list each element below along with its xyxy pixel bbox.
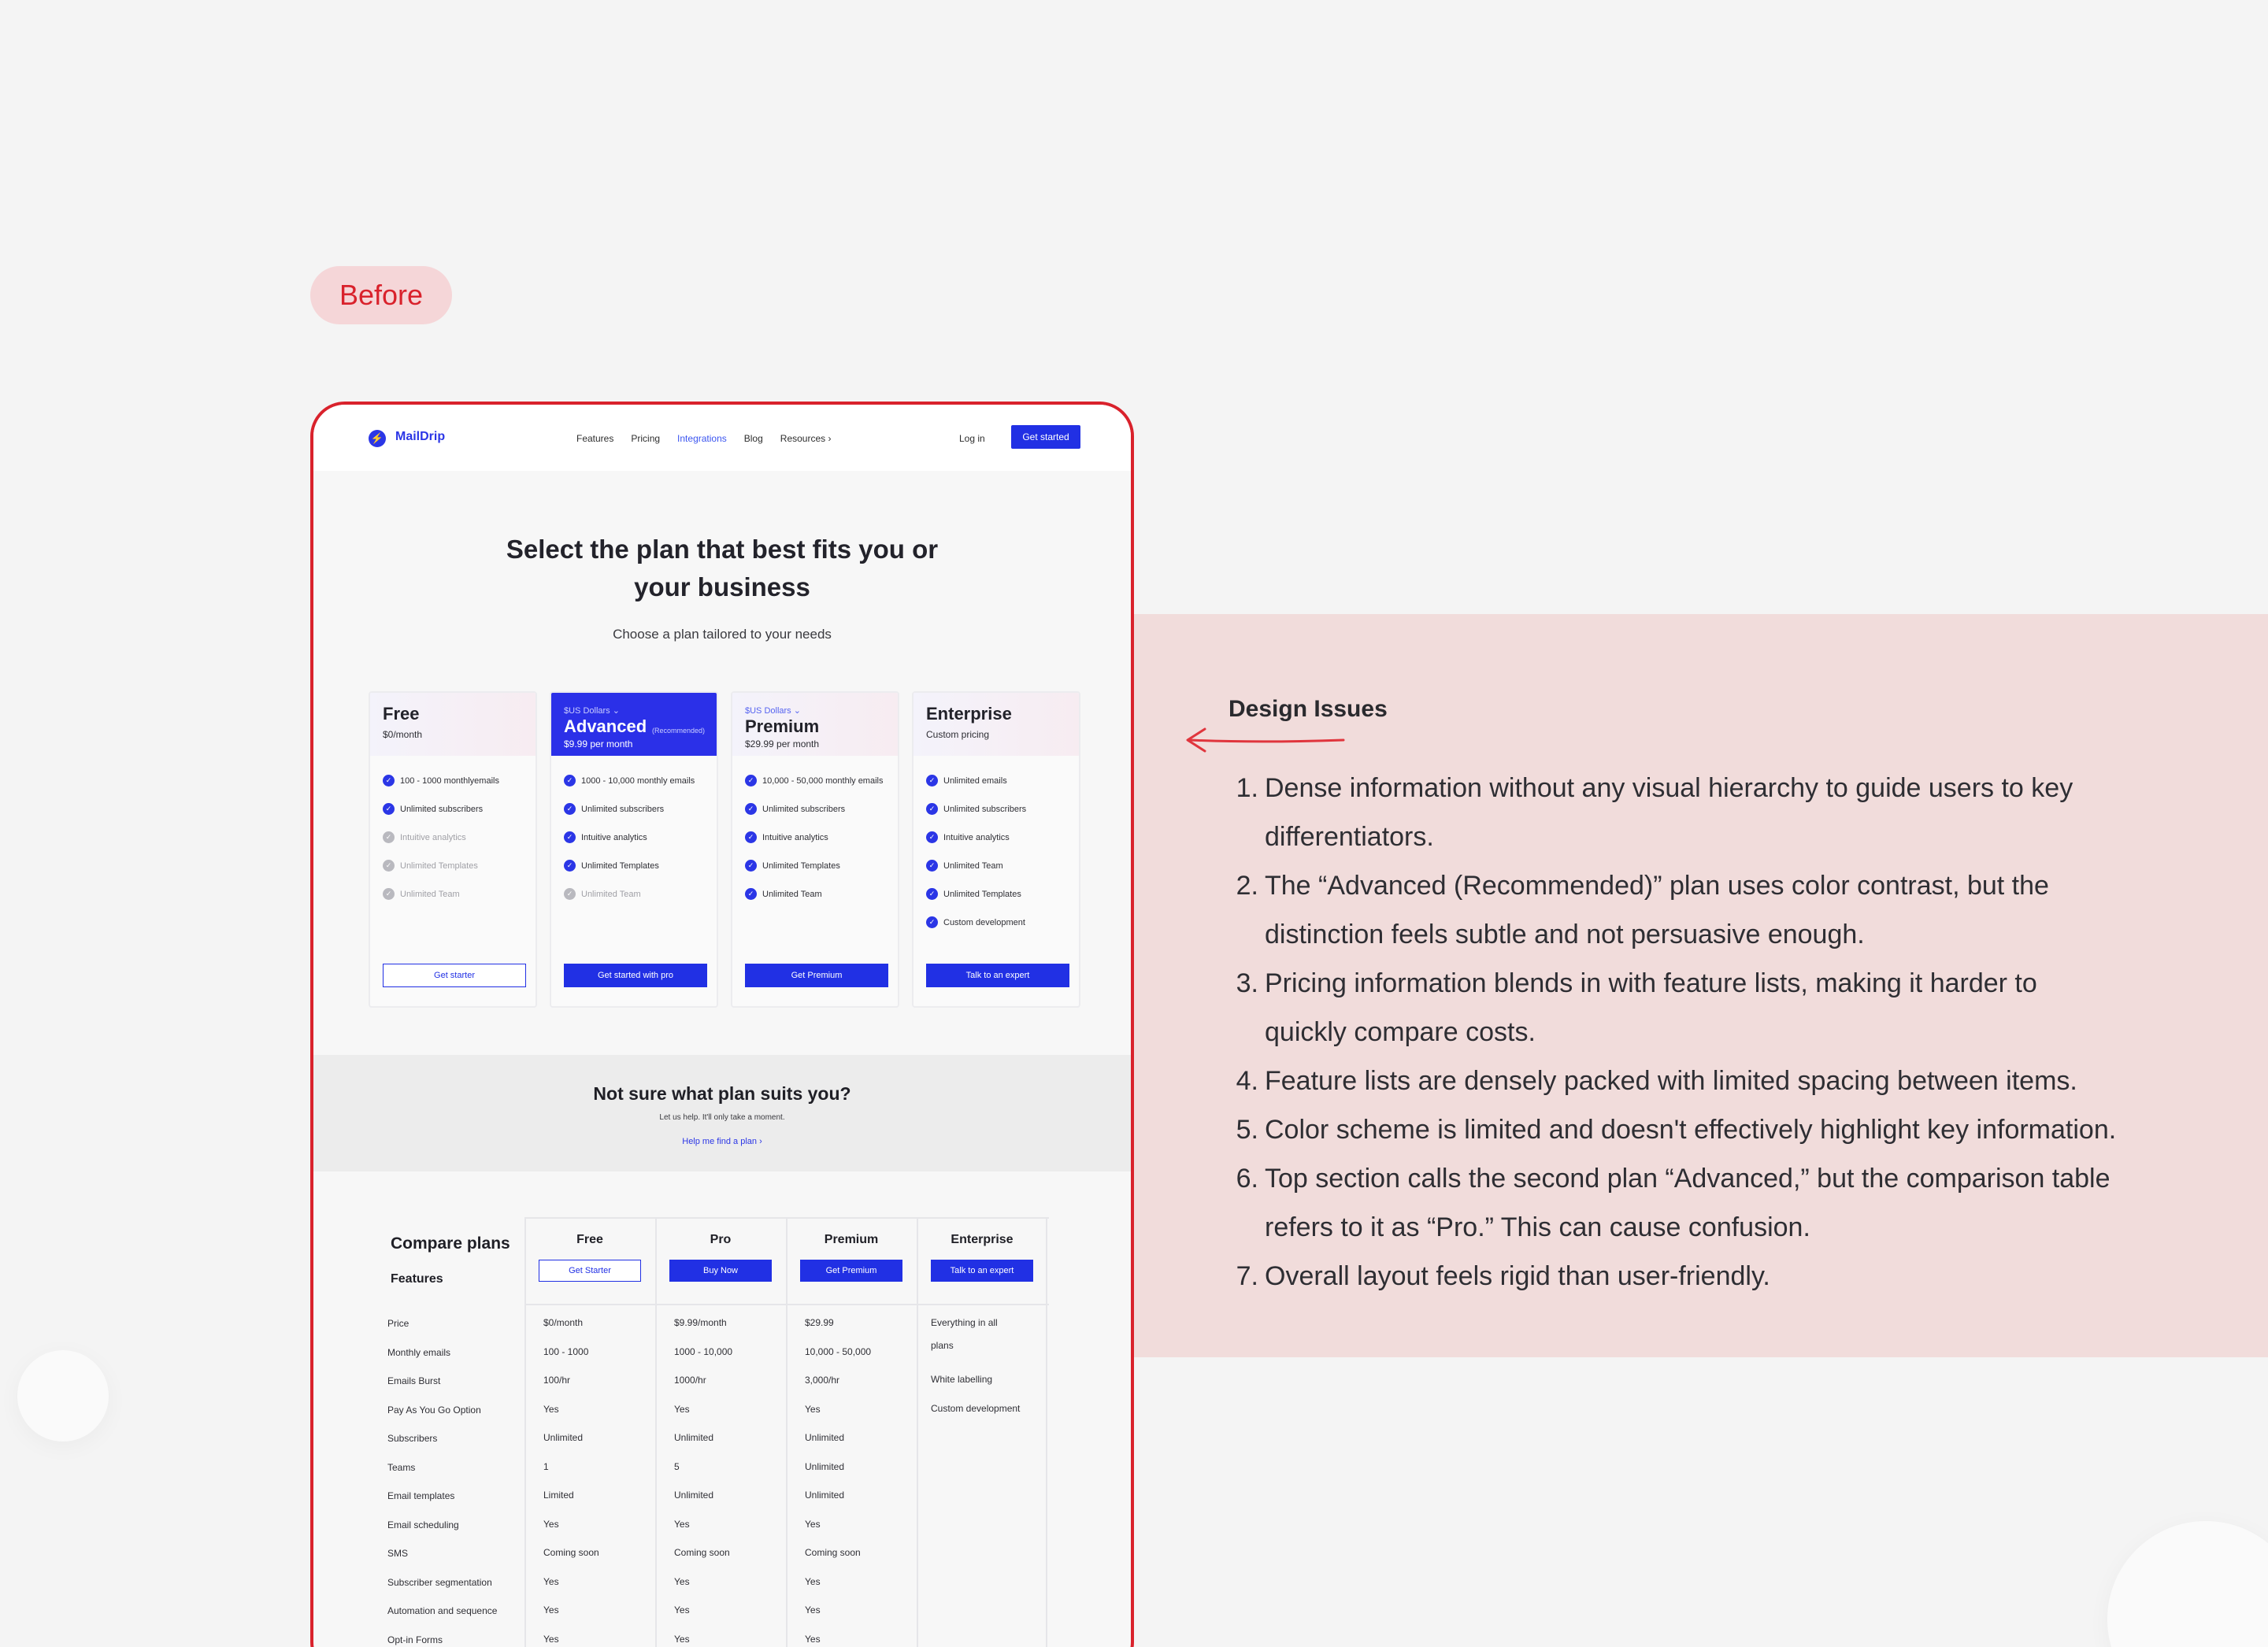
compare-cell: Yes [543,1575,559,1587]
help-me-find-plan-link[interactable]: Help me find a plan › [682,1137,762,1146]
plan-feature-label: 1000 - 10,000 monthly emails [581,775,695,786]
plan-feature [564,888,641,900]
compare-cell: Coming soon [674,1547,730,1558]
plan-cta-button[interactable]: Get started with pro [564,964,707,987]
compare-plans-title: Compare plans [391,1234,510,1253]
compare-cell: Yes [805,1403,821,1415]
compare-row-label: Opt-in Forms [387,1634,443,1645]
compare-cell: Yes [674,1403,690,1415]
plan-card-header [370,693,536,756]
issue-text-line: Pricing information blends in with feature lists, making it harder to [1265,968,2037,998]
hero-subtitle: Choose a plan tailored to your needs [613,627,832,642]
compare-plan-name: Pro [710,1233,732,1246]
check-icon: ✓ [745,888,757,900]
nav-link[interactable]: Resources › [780,433,832,444]
get-started-button[interactable]: Get started [1011,425,1080,449]
plan-feature-label: Unlimited Templates [943,889,1021,899]
issue-item [1228,1252,2197,1301]
plan-feature [564,831,647,843]
plan-feature [745,775,883,786]
check-icon: ✓ [926,916,938,928]
issue-number: 2. [1236,871,1258,901]
plan-price: $29.99 per month [745,738,820,749]
compare-cell: Unlimited [805,1460,845,1472]
compare-features-label: Features [391,1272,443,1286]
plan-feature [926,831,1010,843]
plan-price: Custom pricing [926,729,990,740]
currency-selector[interactable]: $US Dollars ⌄ [745,706,801,716]
issue-text-line: Color scheme is limited and doesn't effectively highlight key information. [1265,1115,2117,1145]
plan-name: Premium [745,716,820,736]
compare-cell: Unlimited [674,1490,714,1501]
compare-cell: Yes [674,1633,690,1645]
compare-plan-name: Enterprise [951,1233,1014,1246]
compare-plan-button[interactable]: Get Premium [800,1260,902,1282]
compare-cell: Yes [805,1518,821,1530]
plan-feature [383,803,483,815]
compare-row-label: Monthly emails [387,1346,451,1358]
issue-text [1265,764,2073,861]
check-icon: ✓ [383,775,395,786]
compare-cell: Unlimited [805,1490,845,1501]
plan-feature [745,860,840,872]
issue-number: 4. [1236,1066,1258,1096]
left-arrow-icon [1181,723,1350,756]
plan-feature-label: Intuitive analytics [943,832,1010,842]
issue-text-line: Overall layout feels rigid than user-friendly. [1265,1261,1770,1291]
compare-cell: Yes [543,1633,559,1645]
issue-text [1265,1105,2116,1154]
plan-card [731,691,899,1008]
issue-number: 1. [1236,773,1258,803]
plan-feature-label: Unlimited subscribers [762,804,846,814]
compare-cell: Coming soon [543,1547,599,1558]
compare-cell: 1000 - 10,000 [674,1345,733,1357]
nav-link[interactable]: Integrations [677,433,727,444]
plan-price: $9.99 per month [564,738,633,749]
issue-text-line: quickly compare costs. [1265,1017,1536,1047]
compare-cell: $29.99 [805,1317,834,1328]
issue-number: 6. [1236,1164,1258,1194]
plan-name: Free [383,704,420,724]
check-icon: ✓ [564,860,576,872]
plan-name: Enterprise [926,704,1012,724]
plan-feature [926,916,1025,928]
compare-cell: 5 [674,1460,680,1472]
issue-text-line: differentiators. [1265,822,1434,852]
plan-feature-label: Intuitive analytics [762,832,828,842]
plan-card [550,691,718,1008]
nav-link[interactable]: Blog [743,433,763,444]
issue-number: 5. [1236,1115,1258,1145]
check-icon: ✓ [926,803,938,815]
compare-cell: 100 - 1000 [543,1345,589,1357]
compare-row-label: Teams [387,1461,416,1473]
compare-cell: Yes [674,1518,690,1530]
plan-feature [383,775,499,786]
nav-links [576,433,848,444]
compare-cell: White labelling [931,1374,993,1385]
plan-feature-label: Custom development [943,917,1025,927]
plan-feature [926,775,1007,786]
recommended-tag: (Recommended) [652,727,706,735]
compare-row-label: Automation and sequence [387,1605,498,1616]
issue-text [1265,1057,2077,1105]
check-icon: ✓ [745,860,757,872]
issue-text-line: distinction feels subtle and not persuasive enough. [1265,920,1865,949]
help-title: Not sure what plan suits you? [593,1083,851,1104]
issue-text-line: The “Advanced (Recommended)” plan uses color contrast, but the [1265,871,2049,901]
issue-item [1228,1154,2197,1252]
compare-cell: Yes [543,1403,559,1415]
compare-cell: Yes [805,1575,821,1587]
decorative-circle [17,1350,109,1442]
plan-feature [383,831,466,843]
issue-text [1265,959,2037,1057]
login-link[interactable]: Log in [959,433,985,444]
compare-row-label: Emails Burst [387,1375,441,1386]
check-icon: ✓ [745,775,757,786]
help-subtitle: Let us help. It'll only take a moment. [659,1113,785,1122]
compare-cell: Unlimited [805,1432,845,1443]
compare-row-label: Pay As You Go Option [387,1404,481,1416]
maildrip-logo-icon: ⚡ [369,430,386,447]
currency-selector[interactable]: $US Dollars ⌄ [564,706,620,716]
compare-cell: Yes [543,1518,559,1530]
hero-title-line: your business [634,572,810,601]
check-icon: ✓ [383,831,395,843]
compare-plan-button[interactable]: Get Starter [539,1260,641,1282]
plan-feature-label: Unlimited emails [943,775,1007,786]
plan-feature [564,803,664,815]
plan-feature-label: Unlimited Team [400,889,460,899]
check-icon: ✓ [383,803,395,815]
issue-number: 3. [1236,968,1258,998]
compare-plan-name: Premium [824,1233,879,1246]
issue-text-line: refers to it as “Pro.” This can cause confusion. [1265,1212,1810,1242]
plan-feature [564,775,695,786]
issue-text [1265,1154,2110,1252]
compare-row-label: Price [387,1318,410,1329]
plan-feature [745,888,822,900]
help-section [313,1055,1131,1171]
hero-title [313,531,1131,606]
check-icon: ✓ [383,888,395,900]
plan-feature [383,860,478,872]
issue-text-line: Dense information without any visual hierarchy to guide users to key [1265,773,2073,803]
issue-item [1228,764,2197,861]
compare-cell: Yes [805,1604,821,1616]
plan-feature-label: Intuitive analytics [581,832,647,842]
compare-cell: plans [931,1340,954,1351]
issue-item [1228,1105,2197,1154]
plan-feature-label: Unlimited Team [581,889,641,899]
plan-feature-label: Unlimited subscribers [400,804,484,814]
issue-text [1265,861,2049,959]
compare-row-label: Subscribers [387,1433,438,1444]
check-icon: ✓ [564,888,576,900]
plan-feature-label: Unlimited Team [762,889,822,899]
plan-feature-label: 100 - 1000 monthlyemails [400,775,499,786]
plan-price: $0/month [383,729,423,740]
plan-cta-button[interactable]: Get starter [383,964,526,987]
check-icon: ✓ [564,775,576,786]
check-icon: ✓ [745,803,757,815]
plan-card-header [914,693,1079,756]
plan-feature-label: Unlimited Templates [400,861,478,871]
plan-feature-label: Unlimited Templates [762,861,840,871]
compare-cell: Yes [674,1575,690,1587]
check-icon: ✓ [383,860,395,872]
check-icon: ✓ [926,775,938,786]
compare-cell: $0/month [543,1317,584,1328]
plan-feature-label: Intuitive analytics [400,832,466,842]
plan-feature [745,831,828,843]
plan-feature-label: Unlimited Team [943,861,1003,871]
issue-text [1265,1252,1770,1301]
compare-cell: 10,000 - 50,000 [805,1345,872,1357]
check-icon: ✓ [745,831,757,843]
plan-feature-label: 10,000 - 50,000 monthly emails [762,775,884,786]
compare-plan-button[interactable]: Buy Now [669,1260,772,1282]
compare-cell: 100/hr [543,1375,571,1386]
plan-feature [564,860,659,872]
check-icon: ✓ [926,888,938,900]
plan-feature [926,860,1003,872]
nav-link[interactable]: Pricing [631,433,661,444]
check-icon: ✓ [926,831,938,843]
device-frame [310,402,1134,1647]
compare-row-label: Email scheduling [387,1519,459,1530]
compare-cell: $9.99/month [674,1317,727,1328]
logo-text[interactable]: MailDrip [395,430,446,443]
plan-feature-label: Unlimited subscribers [943,804,1027,814]
issue-text-line: Top section calls the second plan “Advanced,” but the comparison table [1265,1164,2110,1194]
issue-item [1228,861,2197,959]
compare-cell: Yes [805,1633,821,1645]
check-icon: ✓ [926,860,938,872]
compare-plan-button[interactable]: Talk to an expert [931,1260,1033,1282]
compare-cell: Everything in all [931,1317,998,1328]
plan-cta-button[interactable]: Get Premium [745,964,888,987]
check-icon: ✓ [564,803,576,815]
issue-text-line: Feature lists are densely packed with limited spacing between items. [1265,1066,2077,1096]
plan-card [912,691,1080,1008]
before-badge: Before [310,266,452,324]
plan-card [369,691,537,1008]
plan-feature [926,803,1026,815]
plan-name: Advanced [564,716,647,736]
compare-row-label: Subscriber segmentation [387,1576,492,1588]
plan-feature [745,803,845,815]
check-icon: ✓ [564,831,576,843]
compare-cell: 3,000/hr [805,1375,840,1386]
compare-cell: Limited [543,1490,574,1501]
compare-cell: 1000/hr [674,1375,706,1386]
plan-feature [926,888,1021,900]
issue-number: 7. [1236,1261,1258,1291]
compare-cell: 1 [543,1460,549,1472]
plan-feature-label: Unlimited Templates [581,861,659,871]
plan-feature [383,888,460,900]
compare-row-label: Email templates [387,1490,455,1501]
compare-cell: Custom development [931,1403,1021,1414]
design-issues-title: Design Issues [1228,696,1388,722]
compare-cell: Yes [674,1604,690,1616]
nav-link[interactable]: Features [576,433,614,444]
issue-item [1228,959,2197,1057]
plan-feature-label: Unlimited subscribers [581,804,665,814]
compare-cell: Coming soon [805,1547,861,1558]
compare-cell: Unlimited [543,1432,584,1443]
compare-plan-name: Free [576,1233,603,1246]
compare-cell: Yes [543,1604,559,1616]
hero-title-line: Select the plan that best fits you or [506,535,939,564]
compare-cell: Unlimited [674,1432,714,1443]
decorative-circle [2107,1521,2268,1647]
plan-cta-button[interactable]: Talk to an expert [926,964,1069,987]
design-issues-list [1228,764,2197,1301]
top-nav [313,405,1131,471]
issue-item [1228,1057,2197,1105]
compare-row-label: SMS [387,1548,409,1559]
